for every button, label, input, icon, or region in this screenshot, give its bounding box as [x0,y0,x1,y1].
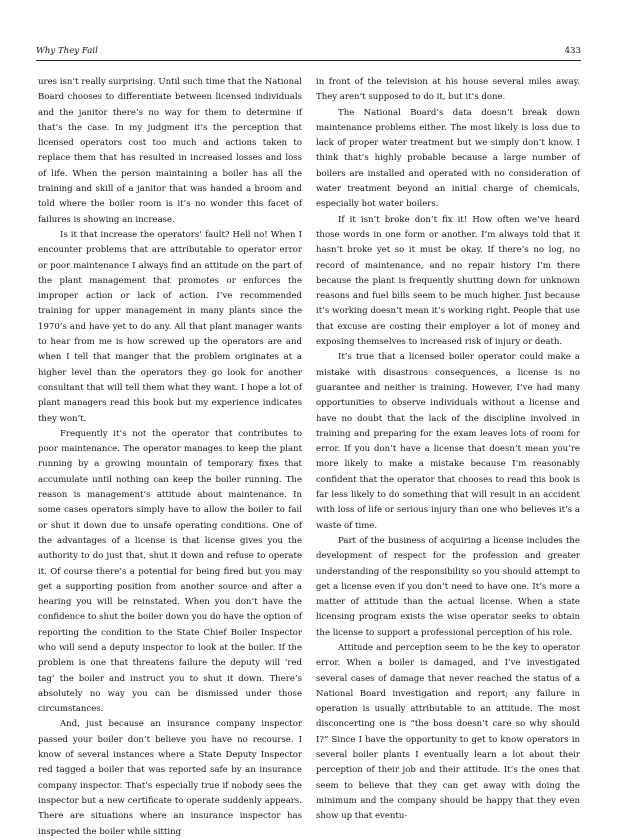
paragraph: If it isn’t broke don’t fix it! How often we’ve heard those words in one form or another. I’m always told that it hasn’t broke yet so it must be okay. If there’s no log, no record of maintenance, and no repair history I’m there because the plant is frequently shutting down for unknown reasons and fuel bills seem to be much higher. Just because it’s working doesn’t mean it’s working right. People that use that excuse are costing their employer a lot of money and exposing themselves to increased risk of injury or death. [316,214,580,348]
paragraph: And, just because an insurance company inspector passed your boiler don’t believe you have no recourse. I know of several instances where a State Deputy Inspector red tagged a boiler that was reported safe by an insurance company inspector. That’s especially true if nobody sees the inspector but a new certificate to operate suddenly appears. There are situations where an insurance inspector has inspected the boiler while sitting [38,719,302,837]
paragraph: Attitude and perception seem to be the key to operator error. When a boiler is damaged, and I’ve investigated several cases of damage that never reached the status of a National Board investigation and report; any failure in operation is usually attributable to an attitude. The most disconcerting one is “the boss doesn’t care so why should I?” Since I have the opportunity to get to know operators in several boiler plants I eventually learn a lot about their perception of their job and their attitude. It’s the ones that seem to believe that they can get away with doing the minimum and the company should be happy that they even show up that eventu- [316,642,580,822]
header-rule [36,60,581,61]
right-column [316,75,580,822]
page-number: 433 [564,46,581,56]
paragraph: ures isn’t really surprising. Until such time that the National Board chooses to differentiate between licensed individuals and the janitor there’s no way for them to determine if that’s the case. In my judgment it’s the perception that licensed operators cost too much and actions taken to replace them that has resulted in increased losses and loss of life. When the person maintaining a boiler has all the training and skill of a janitor that was handed a broom and told where the boiler room is it’s no wonder this facet of failures is showing an increase. [38,77,302,225]
paragraph: in front of the television at his house several miles away. They aren’t supposed to do it, but it’s done. [316,77,580,103]
paragraph: It’s true that a licensed boiler operator could make a mistake with disastrous consequences, a license is no guarantee and neither is training. However, I’ve had many opportunities to observe individuals without a license and have no doubt that the lack of the discipline involved in training and preparing for the exam leaves lots of room for error. If you don’t have a license that doesn’t mean you’re more likely to make a mistake because I’m reasonably confident that the operator that chooses to read this book is far less likely to do something that will result in an accident with loss of life or serious injury than one who believes it’s a waste of time. [316,352,580,531]
running-header [36,46,581,60]
paragraph: Is it that increase the operators’ fault? Hell no! When I encounter problems that are attributable to operator error or poor maintenance I always find an attitude on the part of the plant management that promotes or enforces the improper action or lack of action. I’ve recommended training for upper management in many plants since the 1970’s and have yet to do any. All that plant manager wants to hear from me is how screwed up the operators are and when I tell that manger that the problem originates at a higher level than the operators they go look for another consultant that will tell them what they want. I hope a lot of plant managers read this book but my experience indicates they won’t. [38,229,302,424]
paragraph: The National Board’s data doesn’t break down maintenance problems either. The most likely is loss due to lack of proper water treatment but we simply don’t know. I think that’s highly probable because a large number of boilers are installed and operated with no consideration of water treatment beyond an initial charge of chemicals, especially hot water boilers. [316,107,580,210]
running-title: Why They Fail [36,46,98,56]
left-column [38,75,302,837]
paragraph: Part of the business of acquiring a license includes the development of respect for the profession and greater understanding of the responsibility so you should attempt to get a license even if you don’t need to have one. It’s more a matter of attitude than the actual license. When a state licensing program exists the wise operator seeks to obtain the license to support a professional perception of his role. [316,535,580,638]
paragraph: Frequently it’s not the operator that contributes to poor maintenance. The operator manages to keep the plant running by a growing mountain of temporary fixes that accumulate until nothing can keep the boiler running. The reason is management’s attitude about maintenance. In some cases operators simply have to allow the boiler to fail or shut it down due to unsafe operating conditions. One of the advantages of a license is that license gives you the authority to do just that, shut it down and refuse to operate it. Of course there’s a potential for being fired but you may get a supporting position from another source and after a hearing you will be reinstated. When you don’t have the confidence to shut the boiler down you do have the option of reporting the condition to the State Chief Boiler Inspector who will send a deputy inspector to look at the boiler. If the problem is one that threatens failure the deputy will ‘red tag’ the boiler and instruct you to shut it down. There’s absolutely no way you can be dismissed under those circumstances. [38,428,302,715]
